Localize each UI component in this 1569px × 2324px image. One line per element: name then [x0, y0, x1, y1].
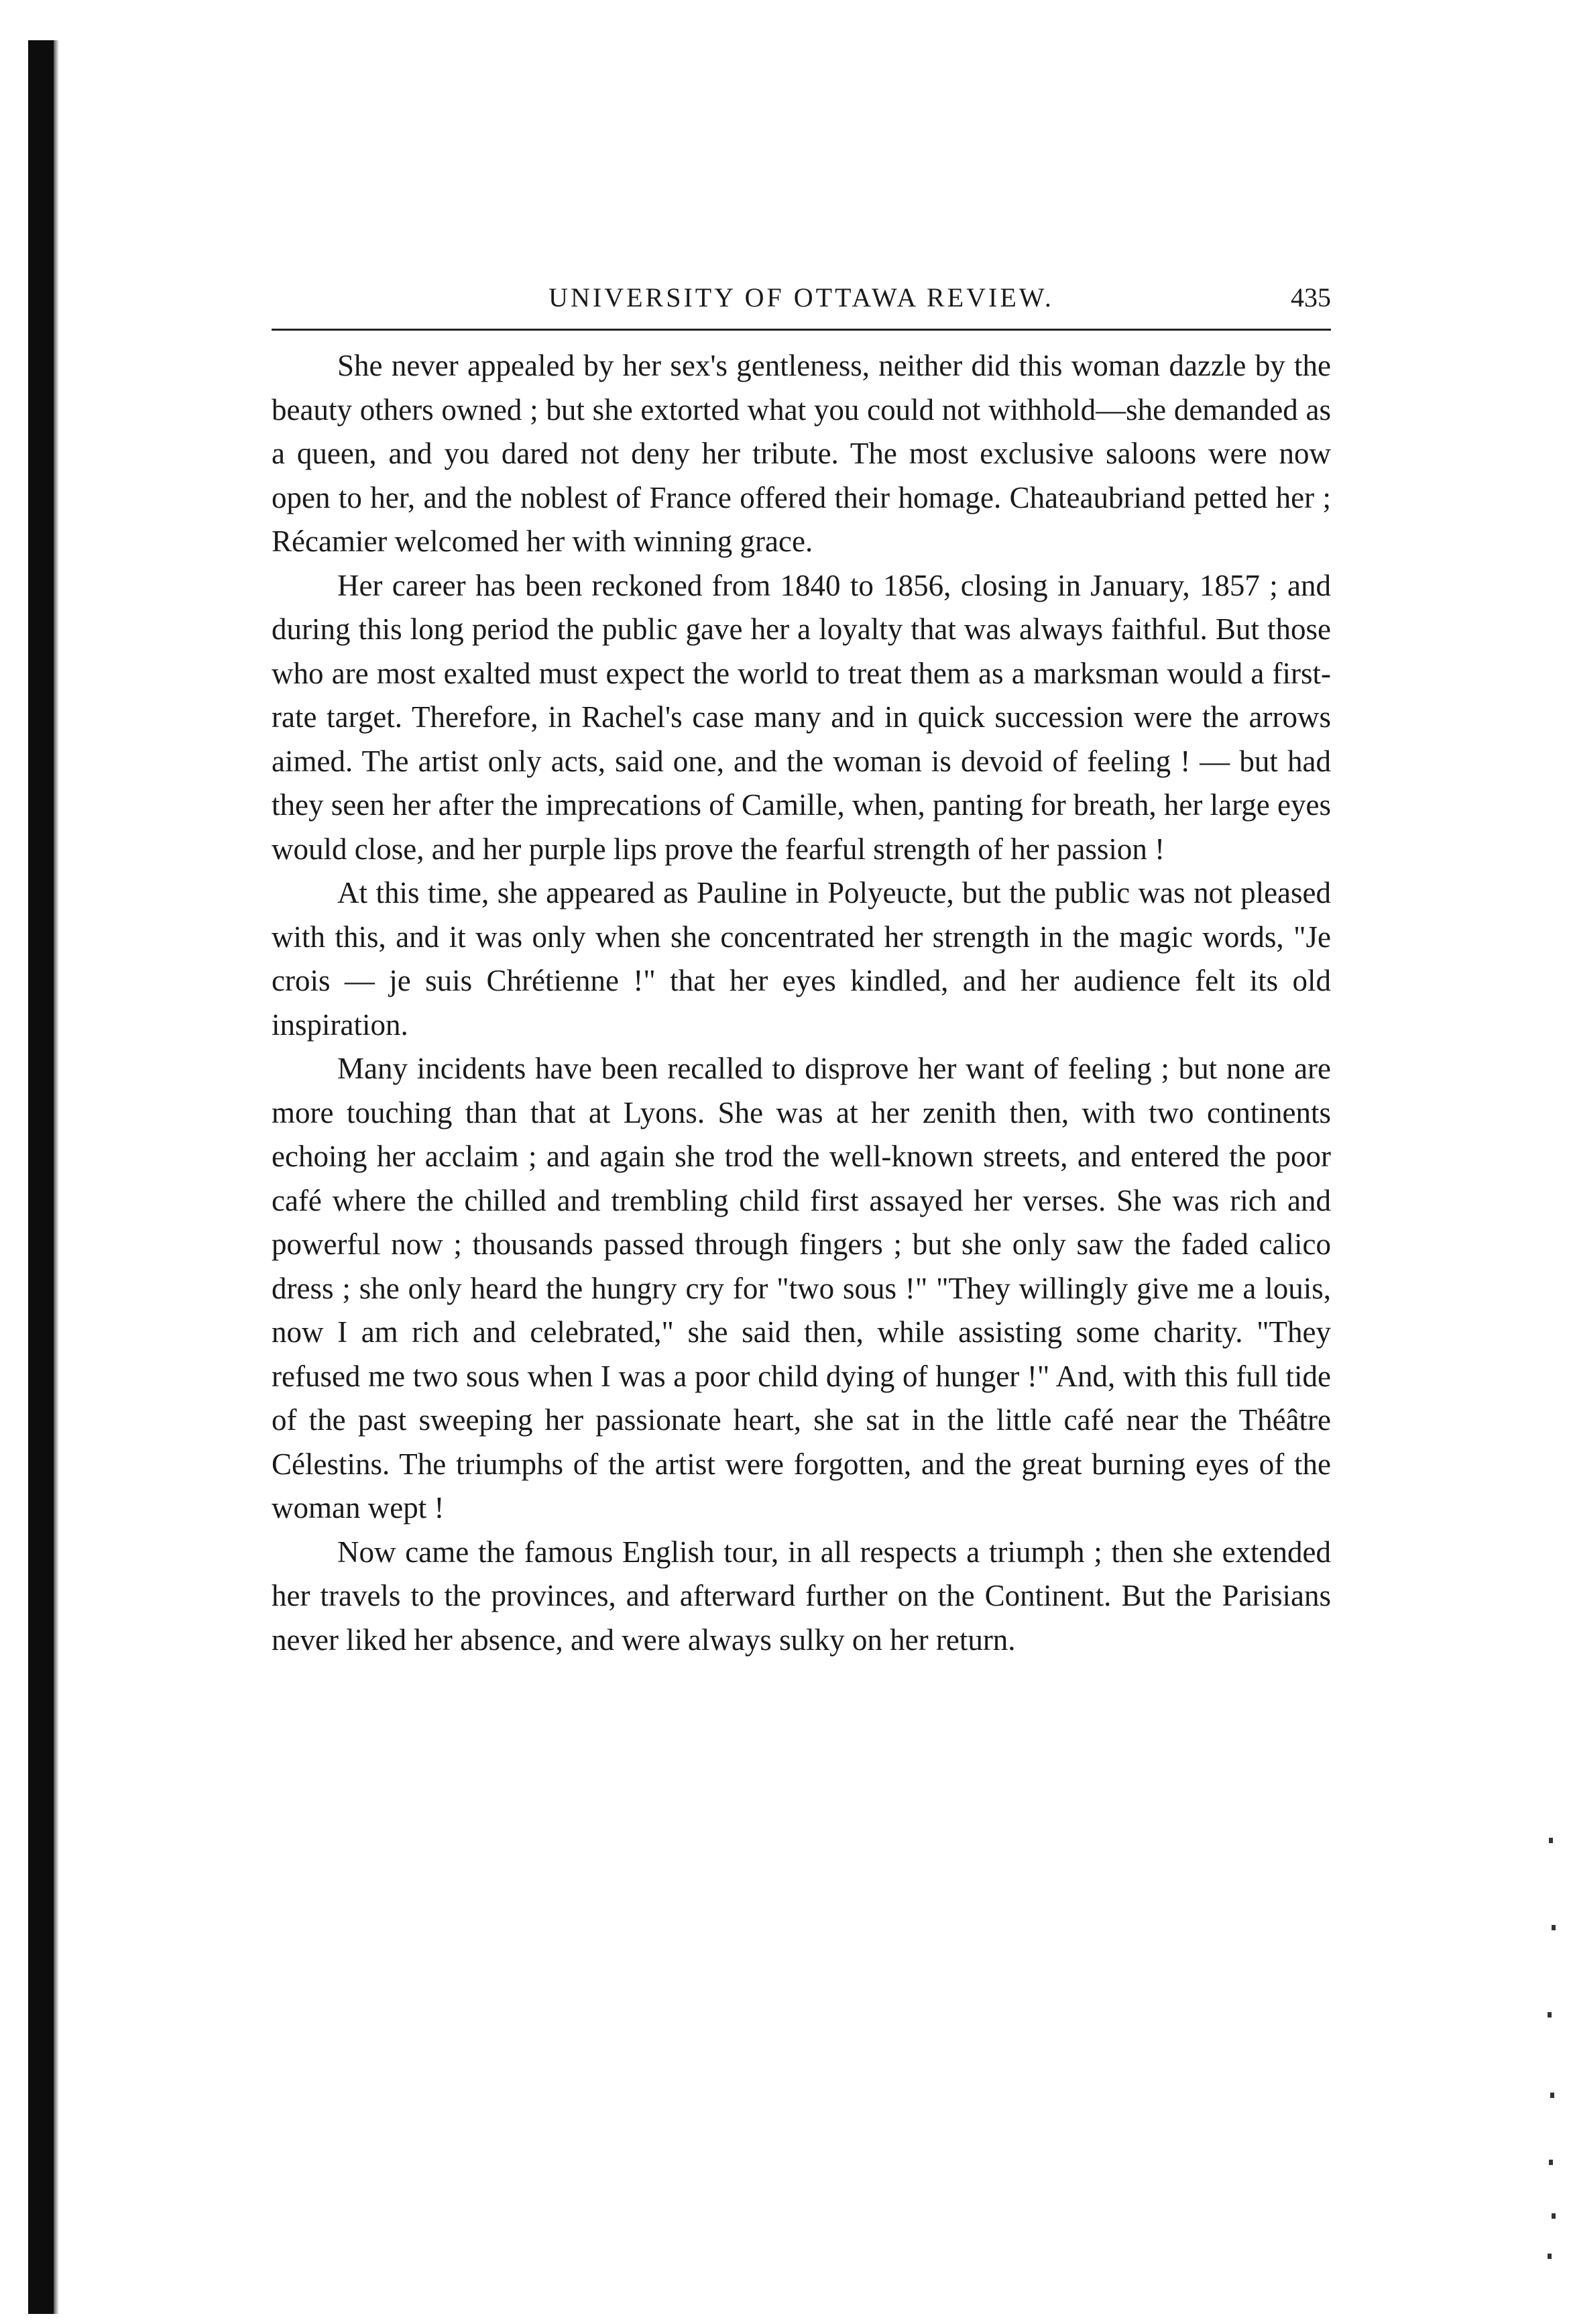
paragraph: She never appealed by her sex's gentleness, neither did this woman dazzle by the beauty others owned ; but she extorted what you could not withhold—she demanded as a queen, and you dared not deny her tribute. The most exclusive saloons were now open to her, and the noblest of France offered their homage. Chateaubriand petted her ; Récamier welcomed her with winning grace.: [272, 349, 1331, 558]
paragraph: Now came the famous English tour, in all respects a triumph ; then she extended her travels to the provinces, and afterward further on the Continent. But the Parisians never liked her absence, and were always sulky on her return.: [272, 1535, 1331, 1657]
paragraph: Her career has been reckoned from 1840 to 1856, closing in January, 1857 ; and during this long period the public gave her a loyalty that was always faithful. But those who are most exalted must expect the world to treat them as a marksman would a first-rate target. Therefore, in Rachel's case many and in quick succession were the arrows aimed. The artist only acts, said one, and the woman is devoid of feeling ! — but had they seen her after the imprecations of Camille, when, panting for breath, her large eyes would close, and her purple lips prove the fearful strength of her passion !: [272, 568, 1331, 866]
binding-edge: [28, 40, 54, 2314]
running-title: UNIVERSITY OF OTTAWA REVIEW.: [548, 282, 1054, 313]
body-text: [272, 344, 1331, 1662]
running-head: [272, 268, 1331, 322]
page-number: 435: [1291, 282, 1331, 313]
paragraph: At this time, she appeared as Pauline in Polyeucte, but the public was not pleased with this, and it was only when she concentrated her strength in the magic words, "Je crois — je suis Chrétienne !" that her eyes kindled, and her audience felt its old inspiration.: [272, 876, 1331, 1042]
edge-specks: [1546, 1811, 1560, 2280]
paragraph: Many incidents have been recalled to disprove her want of feeling ; but none are more touching than that at Lyons. She was at her zenith then, with two continents echoing her acclaim ; and again she trod the well-known streets, and entered the poor café where the chilled and trembling child first assayed her verses. She was rich and powerful now ; thousands passed through fingers ; but she only saw the faded calico dress ; she only heard the hungry cry for "two sous !" "They willingly give me a louis, now I am rich and celebrated," she said then, while assisting some charity. "They refused me two sous when I was a poor child dying of hunger !" And, with this full tide of the past sweeping her passionate heart, she sat in the little café near the Théâtre Célestins. The triumphs of the artist were forgotten, and the great burning eyes of the woman wept !: [272, 1052, 1331, 1525]
page: [272, 268, 1331, 1662]
header-rule: [272, 329, 1331, 331]
